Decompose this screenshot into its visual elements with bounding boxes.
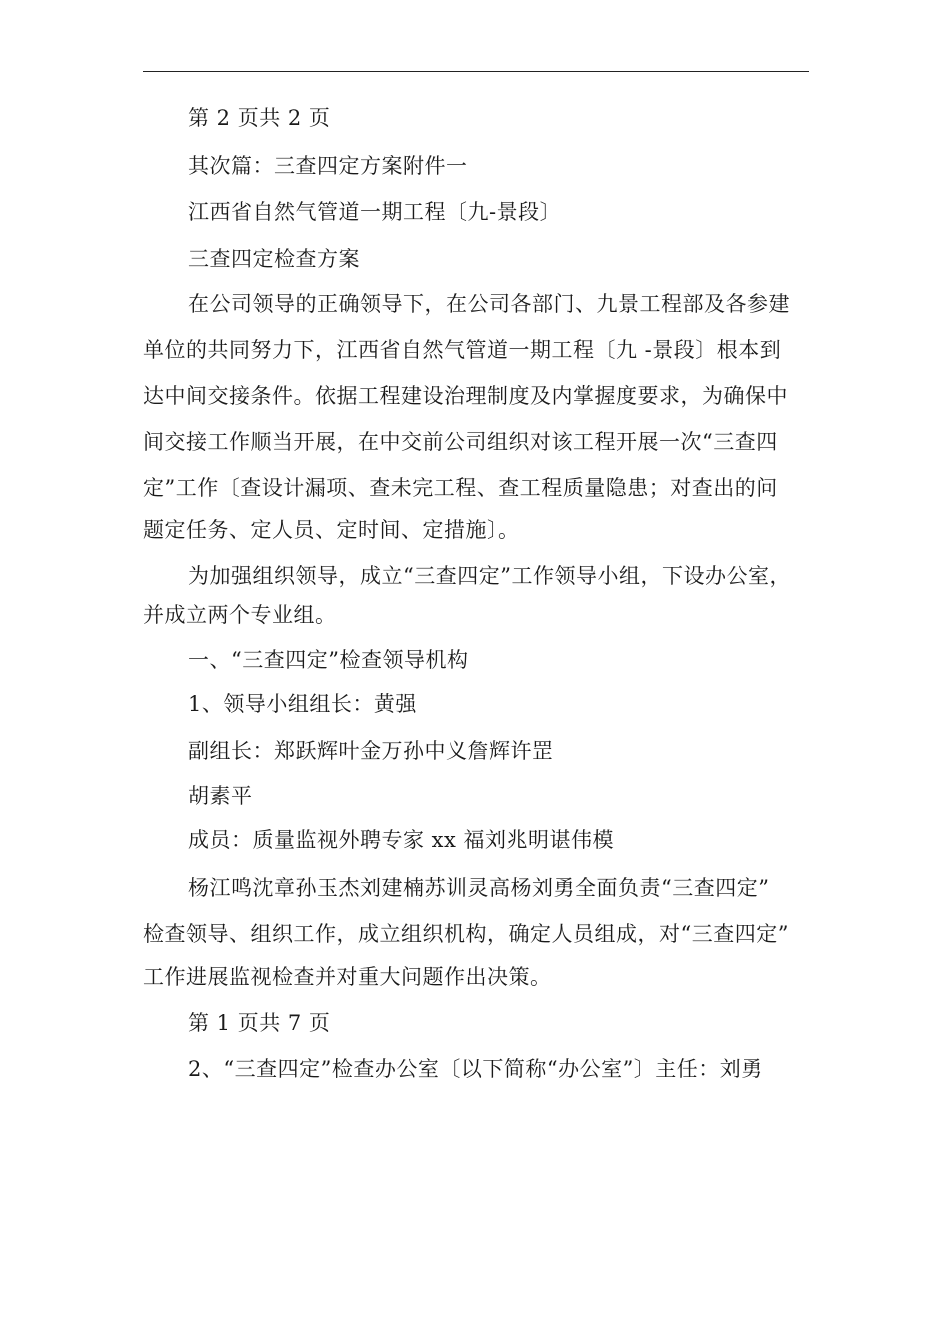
document-heading: 其次篇：三查四定方案附件一	[188, 154, 468, 178]
deputy-list-continued: 胡素平	[188, 784, 253, 808]
page-number-marker: 第 1 页共 7 页	[188, 1011, 331, 1035]
leader-item: 1、领导小组组长：黄强	[188, 692, 417, 716]
project-title: 江西省自然气管道一期工程〔九-景段〕	[188, 200, 562, 224]
paragraph-line: 杨江鸣沈章孙玉杰刘建楠苏训灵高杨刘勇全面负责“三查四定”	[188, 876, 770, 900]
paragraph-line: 在公司领导的正确领导下，在公司各部门、九景工程部及各参建	[188, 292, 790, 316]
header-rule	[143, 71, 809, 72]
deputy-list: 副组长：郑跃辉叶金万孙中义詹辉许罡	[188, 739, 554, 763]
plan-title: 三查四定检查方案	[188, 247, 360, 271]
paragraph-line: 工作进展监视检查并对重大问题作出决策。	[143, 965, 552, 989]
paragraph-line: 间交接工作顺当开展，在中交前公司组织对该工程开展一次“三查四	[143, 430, 778, 454]
paragraph-line: 检查领导、组织工作，成立组织机构，确定人员组成，对“三查四定”	[143, 922, 789, 946]
members-list: 成员：质量监视外聘专家 xx 福刘兆明谌伟模	[188, 828, 615, 852]
paragraph-line: 并成立两个专业组。	[143, 603, 337, 627]
office-item: 2、“三查四定”检查办公室〔以下简称“办公室”〕主任：刘勇	[188, 1057, 763, 1081]
paragraph-line: 定”工作〔查设计漏项、查未完工程、查工程质量隐患；对查出的问	[143, 476, 778, 500]
section-heading: 一、“三查四定”检查领导机构	[188, 648, 469, 672]
paragraph-line: 题定任务、定人员、定时间、定措施〕。	[143, 518, 520, 542]
paragraph-line: 达中间交接条件。依据工程建设治理制度及内掌握度要求，为确保中	[143, 384, 788, 408]
page-number-top: 第 2 页共 2 页	[188, 106, 331, 130]
paragraph-line: 单位的共同努力下，江西省自然气管道一期工程〔九 -景段〕根本到	[143, 338, 782, 362]
paragraph-line: 为加强组织领导，成立“三查四定”工作领导小组，下设办公室，	[188, 564, 791, 588]
